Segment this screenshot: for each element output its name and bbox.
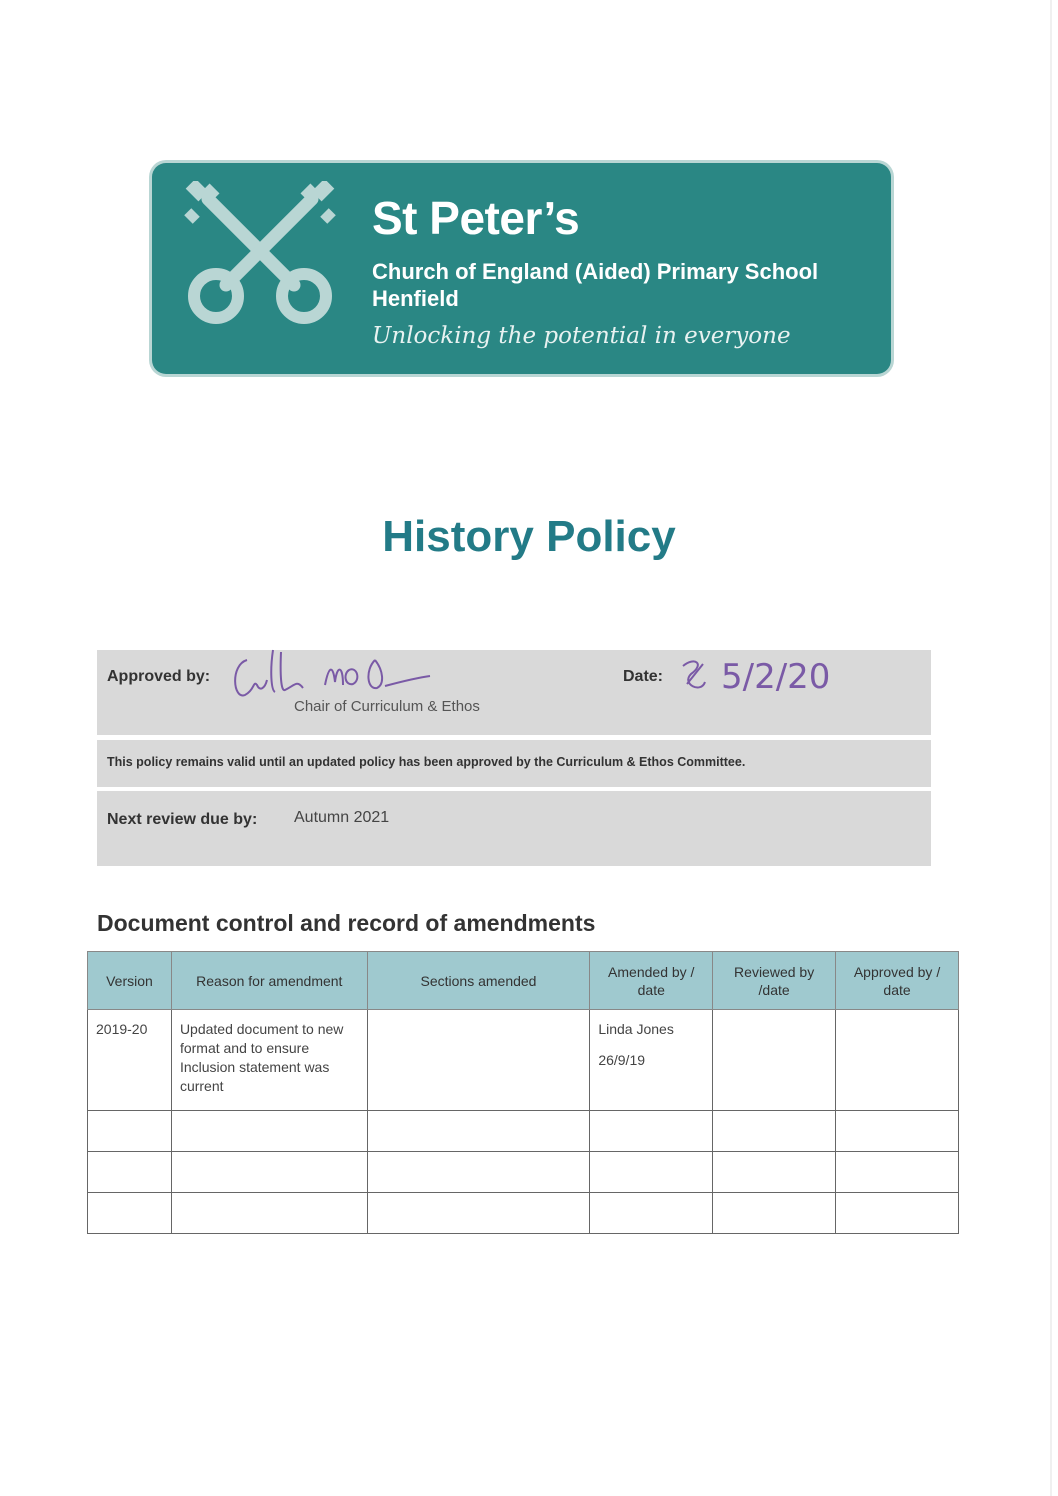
approval-box — [97, 650, 931, 735]
cell-version — [88, 1193, 172, 1234]
crossed-keys-icon — [182, 181, 338, 329]
table-row — [88, 1010, 959, 1111]
amendments-heading: Document control and record of amendments — [97, 910, 596, 936]
validity-box — [97, 740, 931, 787]
amended-by-name: Linda Jones — [598, 1021, 674, 1037]
cell-approved-by — [836, 1152, 959, 1193]
cell-sections — [367, 1010, 590, 1111]
school-subtitle-line1: Church of England (Aided) Primary School — [372, 259, 819, 284]
cell-approved-by — [836, 1111, 959, 1152]
page-edge — [1050, 0, 1052, 1496]
column-header-sections: Sections amended — [367, 952, 590, 1010]
school-subtitle — [372, 258, 818, 312]
cell-sections — [367, 1111, 590, 1152]
next-review-value: Autumn 2021 — [294, 809, 390, 826]
document-title: History Policy — [382, 512, 676, 561]
cell-reviewed-by — [713, 1111, 836, 1152]
cell-amended-by — [590, 1152, 713, 1193]
column-header-approved-by: Approved by / date — [836, 952, 959, 1010]
cell-reason — [171, 1111, 367, 1152]
cell-amended-by — [590, 1010, 713, 1111]
date-label: Date: — [623, 668, 664, 685]
review-box — [97, 791, 931, 866]
cell-sections — [367, 1152, 590, 1193]
school-banner — [152, 163, 891, 374]
cell-amended-by — [590, 1111, 713, 1152]
table-row — [88, 1193, 959, 1234]
cell-reason — [171, 1193, 367, 1234]
cell-version — [88, 1152, 172, 1193]
amendments-table — [87, 951, 959, 1234]
table-row — [88, 1152, 959, 1193]
cell-approved-by — [836, 1193, 959, 1234]
cell-sections — [367, 1193, 590, 1234]
column-header-reviewed-by: Reviewed by /date — [713, 952, 836, 1010]
column-header-version: Version — [88, 952, 172, 1010]
cell-reason — [171, 1152, 367, 1193]
cell-version — [88, 1111, 172, 1152]
handwritten-date — [675, 644, 895, 704]
cell-amended-by — [590, 1193, 713, 1234]
next-review-label: Next review due by: — [107, 811, 258, 828]
cell-reviewed-by — [713, 1193, 836, 1234]
cell-reviewed-by — [713, 1152, 836, 1193]
cell-reason: Updated document to new format and to ensure Inclusion statement was current — [171, 1010, 367, 1111]
school-name: St Peter’s — [372, 192, 580, 244]
table-header-row — [88, 952, 959, 1010]
table-row — [88, 1111, 959, 1152]
amended-by-date: 26/9/19 — [598, 1052, 646, 1068]
school-subtitle-line2: Henfield — [372, 286, 459, 311]
school-tagline: Unlocking the potential in everyone — [372, 323, 791, 349]
chair-label: Chair of Curriculum & Ethos — [294, 698, 480, 715]
column-header-amended-by: Amended by / date — [590, 952, 713, 1010]
handwritten-date-text: 5/2/20 — [721, 657, 831, 697]
cell-reviewed-by — [713, 1010, 836, 1111]
cell-approved-by — [836, 1010, 959, 1111]
validity-note: This policy remains valid until an updated policy has been approved by the Curriculum & Ethos Committee. — [107, 755, 746, 769]
column-header-reason: Reason for amendment — [171, 952, 367, 1010]
approved-by-label: Approved by: — [107, 668, 211, 685]
cell-version: 2019-20 — [88, 1010, 172, 1111]
